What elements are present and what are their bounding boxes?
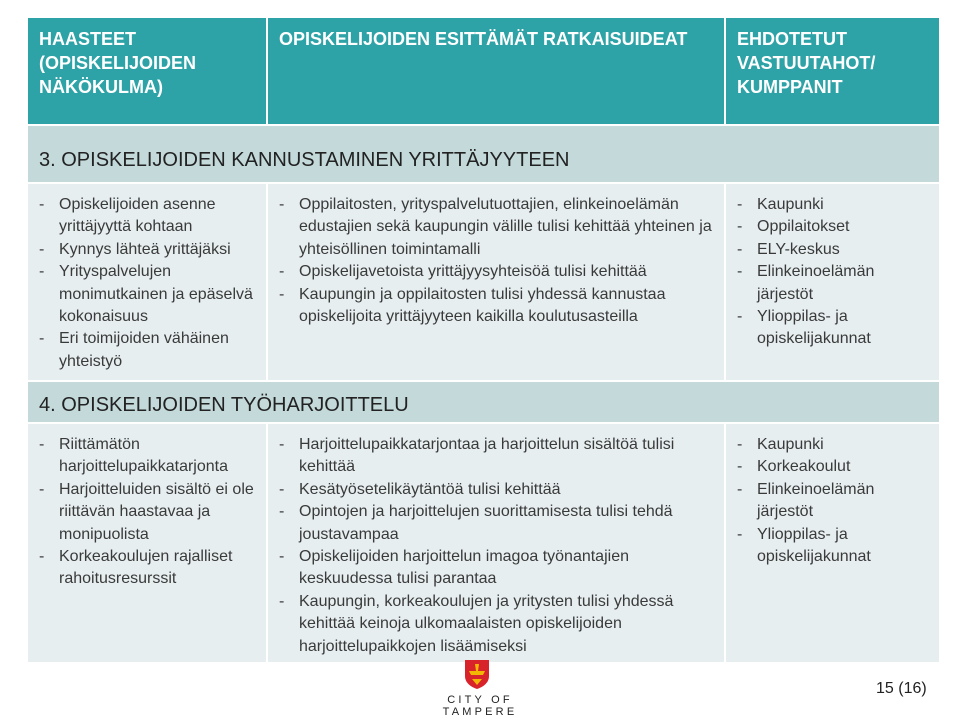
section2-partners xyxy=(726,424,939,664)
list-item: - ELY-keskus xyxy=(737,239,931,261)
bullet-list xyxy=(737,434,931,568)
list-item: - Ylioppilas- ja opiskelijakunnat xyxy=(737,524,931,569)
list-item: - Elinkeinoelämän järjestöt xyxy=(737,261,931,306)
list-item: - Korkeakoulujen rajalliset rahoitusresurssit xyxy=(39,546,258,591)
content-table xyxy=(28,18,939,664)
list-item: - Kaupunki xyxy=(737,434,931,456)
header-challenges: HAASTEET (OPISKELIJOIDEN NÄKÖKULMA) xyxy=(28,18,268,126)
list-item: - Harjoittelupaikkatarjontaa ja harjoittelun sisältöä tulisi kehittää xyxy=(279,434,716,479)
section1-partners xyxy=(726,184,939,382)
list-item: - Opiskelijavetoista yrittäjyysyhteisöä tulisi kehittää xyxy=(279,261,716,283)
list-item: - Elinkeinoelämän järjestöt xyxy=(737,479,931,524)
bullet-list xyxy=(737,194,931,351)
header-partners: EHDOTETUT VASTUUTAHOT/ KUMPPANIT xyxy=(726,18,939,126)
list-item: - Oppilaitokset xyxy=(737,216,931,238)
list-item: - Oppilaitosten, yrityspalvelutuottajien, elinkeinoelämän edustajien sekä kaupungin välille tulisi kehittää yhteinen ja yhteisöllinen toimintamalli xyxy=(279,194,716,261)
list-item: - Kynnys lähteä yrittäjäksi xyxy=(39,239,258,261)
section-title-internship: 4. OPISKELIJOIDEN TYÖHARJOITTELU xyxy=(28,382,939,424)
section1-ideas xyxy=(268,184,726,382)
list-item: - Opiskelijoiden harjoittelun imagoa työnantajien keskuudessa tulisi parantaa xyxy=(279,546,716,591)
section2-challenges xyxy=(28,424,268,664)
tampere-crest-icon xyxy=(463,658,491,690)
bullet-list xyxy=(279,194,716,328)
list-item: - Opintojen ja harjoittelujen suorittamisesta tulisi tehdä joustavampaa xyxy=(279,501,716,546)
section-title-entrepreneurship: 3. OPISKELIJOIDEN KANNUSTAMINEN YRITTÄJYYTEEN xyxy=(28,126,939,184)
list-item: - Kesätyösetelikäytäntöä tulisi kehittää xyxy=(279,479,716,501)
list-item: - Yrityspalvelujen monimutkainen ja epäselvä kokonaisuus xyxy=(39,261,258,328)
city-label: CITY OF TAMPERE xyxy=(442,694,518,718)
list-item: - Eri toimijoiden vähäinen yhteistyö xyxy=(39,328,258,373)
list-item: - Harjoitteluiden sisältö ei ole riittävän haastavaa ja monipuolista xyxy=(39,479,258,546)
bullet-list xyxy=(39,434,258,591)
list-item: - Ylioppilas- ja opiskelijakunnat xyxy=(737,306,931,351)
section1-body-row xyxy=(28,184,939,382)
list-item: - Kaupungin, korkeakoulujen ja yritysten tulisi yhdessä kehittää keinoja ulkomaalaisten opiskelijoiden harjoittelupaikkojen lisäämiseksi xyxy=(279,591,716,658)
page-number: 15 (16) xyxy=(876,680,927,697)
section1-challenges xyxy=(28,184,268,382)
bullet-list xyxy=(39,194,258,373)
table-header-row xyxy=(28,18,939,126)
header-solution-ideas: OPISKELIJOIDEN ESITTÄMÄT RATKAISUIDEAT xyxy=(268,18,726,126)
section2-ideas xyxy=(268,424,726,664)
bullet-list xyxy=(279,434,716,658)
city-of-tampere-logo xyxy=(410,658,550,718)
list-item: - Kaupungin ja oppilaitosten tulisi yhdessä kannustaa opiskelijoita yrittäjyyteen kaikilla koulutusasteilla xyxy=(279,284,716,329)
list-item: - Opiskelijoiden asenne yrittäjyyttä kohtaan xyxy=(39,194,258,239)
section2-body-row xyxy=(28,424,939,664)
list-item: - Korkeakoulut xyxy=(737,456,931,478)
list-item: - Riittämätön harjoittelupaikkatarjonta xyxy=(39,434,258,479)
list-item: - Kaupunki xyxy=(737,194,931,216)
